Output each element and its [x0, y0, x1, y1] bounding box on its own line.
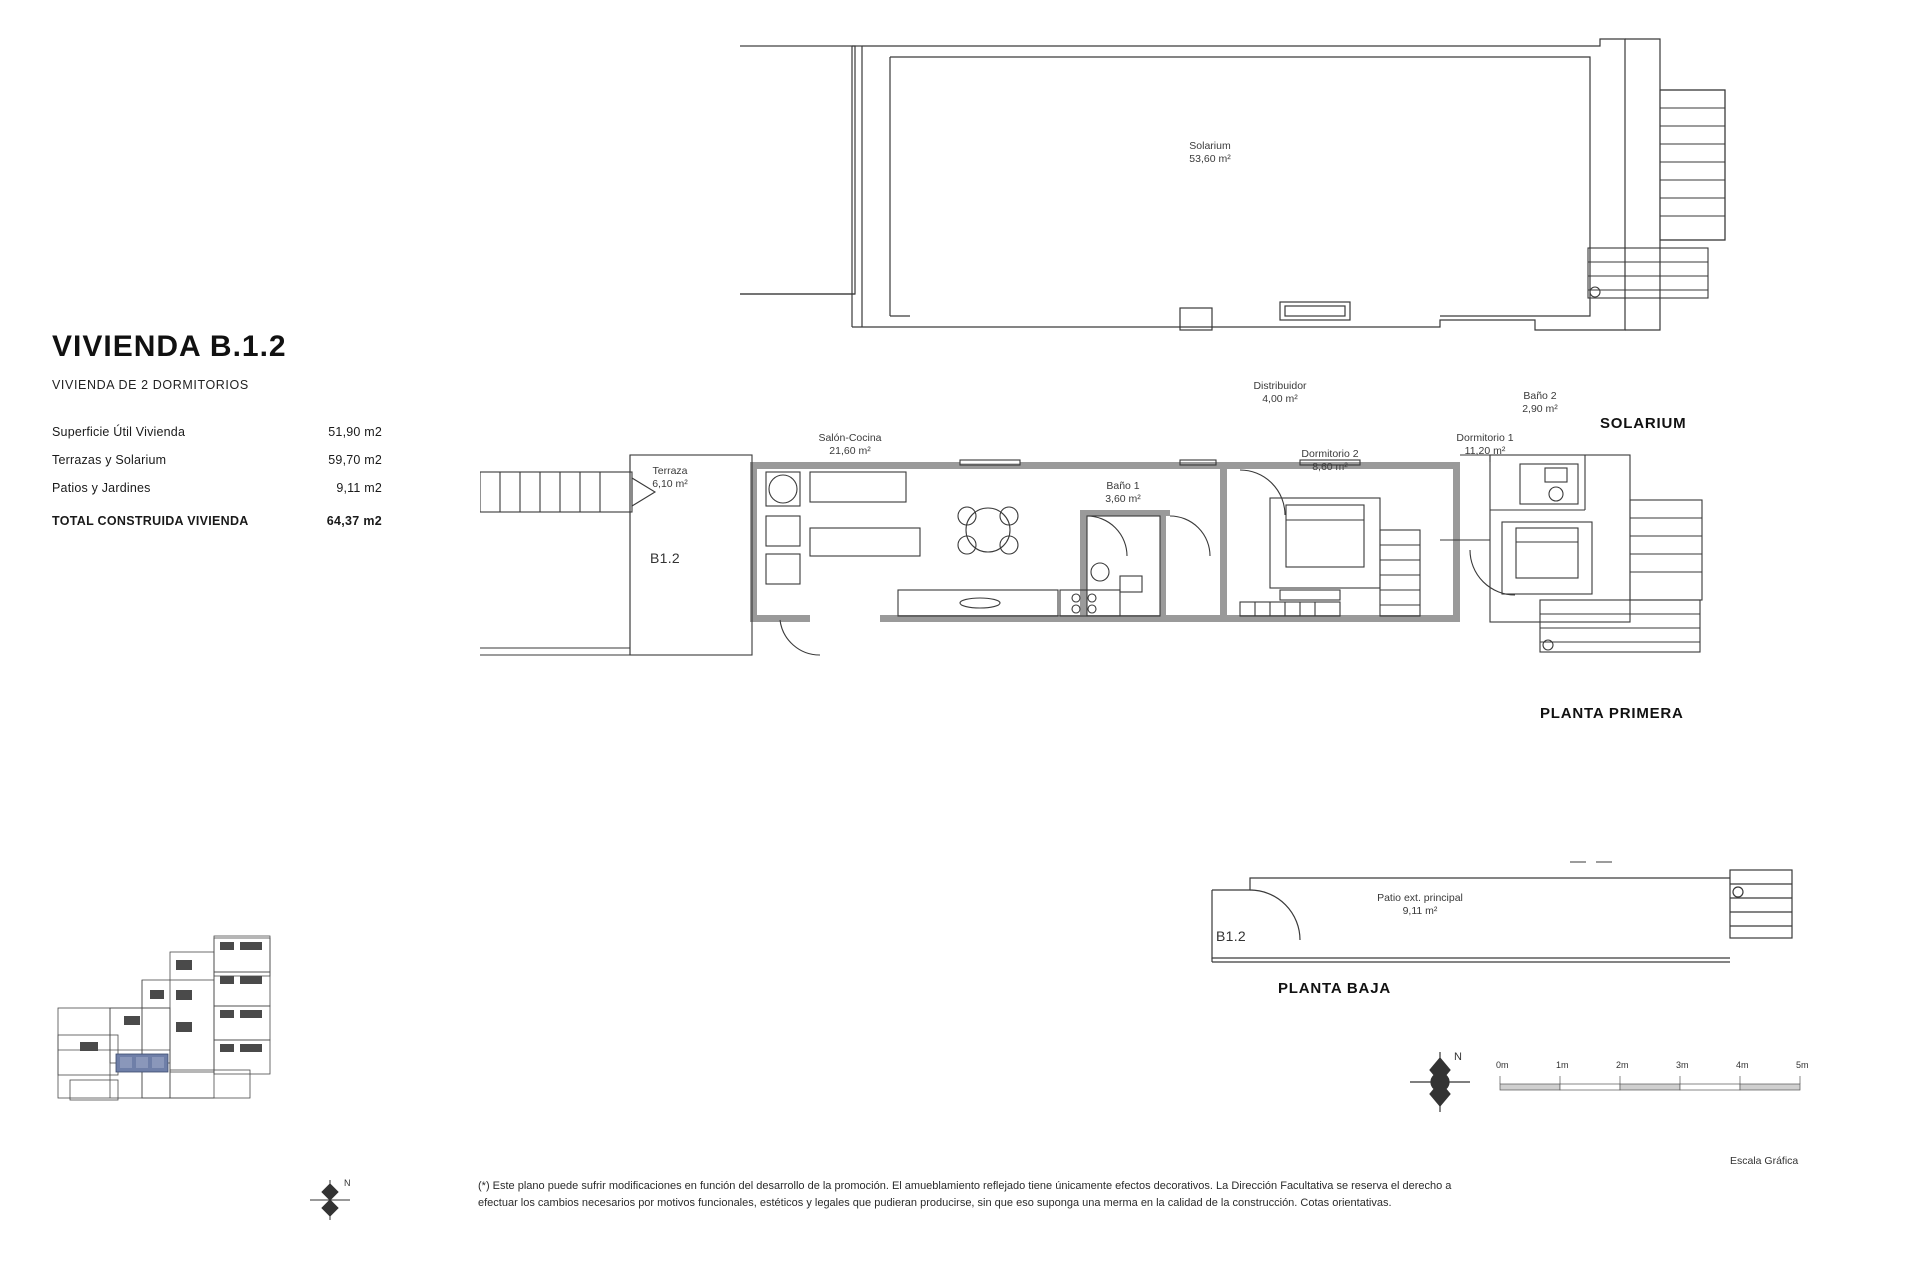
room-name: Distribuidor	[1253, 380, 1307, 392]
room-label-patio	[1330, 892, 1510, 918]
north-arrow	[1400, 1040, 1480, 1120]
disclaimer-line-2: efectuar los cambios necesarios por motivos funcionales, estéticos y legales que pudieran producirse, sin que eso suponga una merma en la calidad de la construcción. Cotas orientativas.	[478, 1197, 1392, 1210]
area-label: Patios y Jardines	[52, 481, 151, 495]
room-area: 9,11 m²	[1402, 905, 1438, 918]
room-name: Terraza	[652, 465, 688, 477]
room-name: Solarium	[1189, 140, 1231, 152]
table-row	[52, 418, 382, 446]
unit-tag-primera: B1.2	[650, 550, 680, 566]
scale-bar	[1495, 1060, 1825, 1120]
scale-tick-3: 3m	[1676, 1060, 1689, 1070]
scale-tick-0: 0m	[1496, 1060, 1509, 1070]
disclaimer	[478, 1178, 1808, 1212]
scale-tick-1: 1m	[1556, 1060, 1569, 1070]
room-label-distribuidor	[1210, 380, 1350, 406]
house-subtitle: VIVIENDA DE 2 DORMITORIOS	[52, 378, 249, 392]
area-summary-table	[52, 418, 382, 535]
table-row	[52, 446, 382, 474]
room-label-dormitorio-1	[1420, 432, 1550, 458]
room-label-salon-cocina	[770, 432, 930, 458]
highlighted-unit	[116, 1054, 168, 1072]
room-name: Baño 2	[1523, 390, 1557, 402]
room-label-dormitorio-2	[1270, 448, 1390, 474]
scale-tick-5: 5m	[1796, 1060, 1809, 1070]
plan-caption-solarium: SOLARIUM	[1600, 415, 1687, 432]
table-row-total	[52, 502, 382, 535]
area-label: Superficie Útil Vivienda	[52, 425, 186, 439]
key-plan-thumbnail	[50, 930, 330, 1120]
total-value: 64,37 m2	[326, 514, 382, 528]
room-name: Dormitorio 2	[1301, 448, 1359, 460]
disclaimer-line-1: (*) Este plano puede sufrir modificaciones en función del desarrollo de la promoción. El amueblamiento reflejado tiene únicamente efectos decorativos. La Dirección Facultativa se reserva el derecho a	[478, 1180, 1452, 1192]
room-label-terraza	[620, 465, 720, 491]
area-value: 51,90 m2	[328, 425, 382, 439]
room-label-bano-2	[1490, 390, 1590, 416]
room-name: Dormitorio 1	[1456, 432, 1514, 444]
planta-baja-plan	[1190, 850, 1810, 1010]
solarium-drawing	[740, 30, 1800, 360]
room-name: Patio ext. principal	[1377, 892, 1463, 904]
total-label: TOTAL CONSTRUIDA VIVIENDA	[52, 514, 249, 528]
plan-caption-baja: PLANTA BAJA	[1278, 980, 1391, 997]
key-plan-drawing	[50, 930, 330, 1120]
room-area: 53,60 m²	[1189, 153, 1231, 166]
room-name: Salón-Cocina	[818, 432, 882, 444]
scale-tick-2: 2m	[1616, 1060, 1629, 1070]
unit-tag-baja: B1.2	[1216, 928, 1246, 944]
area-label: Terrazas y Solarium	[52, 453, 167, 467]
scale-tick-4: 4m	[1736, 1060, 1749, 1070]
svg-text:N: N	[344, 1178, 351, 1188]
area-value: 59,70 m2	[328, 453, 382, 467]
room-area: 4,00 m²	[1262, 393, 1298, 406]
title-block	[52, 330, 472, 535]
room-label-bano-1	[1075, 480, 1171, 506]
room-area: 3,60 m²	[1105, 493, 1141, 506]
room-label-solarium	[1120, 140, 1300, 166]
north-label: N	[1454, 1051, 1462, 1063]
page-title: VIVIENDA B.1.2	[52, 330, 287, 363]
room-area: 11,20 m²	[1464, 445, 1506, 458]
room-area: 8,60 m²	[1312, 461, 1348, 474]
north-arrow-keyplan	[300, 1170, 360, 1230]
area-value: 9,11 m2	[336, 481, 382, 495]
room-area: 6,10 m²	[652, 478, 688, 491]
plan-caption-primera: PLANTA PRIMERA	[1540, 705, 1684, 722]
table-row	[52, 474, 382, 502]
room-area: 2,90 m²	[1522, 403, 1558, 416]
scale-bar-caption: Escala Gráfica	[1730, 1155, 1799, 1167]
room-name: Baño 1	[1106, 480, 1140, 492]
room-area: 21,60 m²	[829, 445, 871, 458]
